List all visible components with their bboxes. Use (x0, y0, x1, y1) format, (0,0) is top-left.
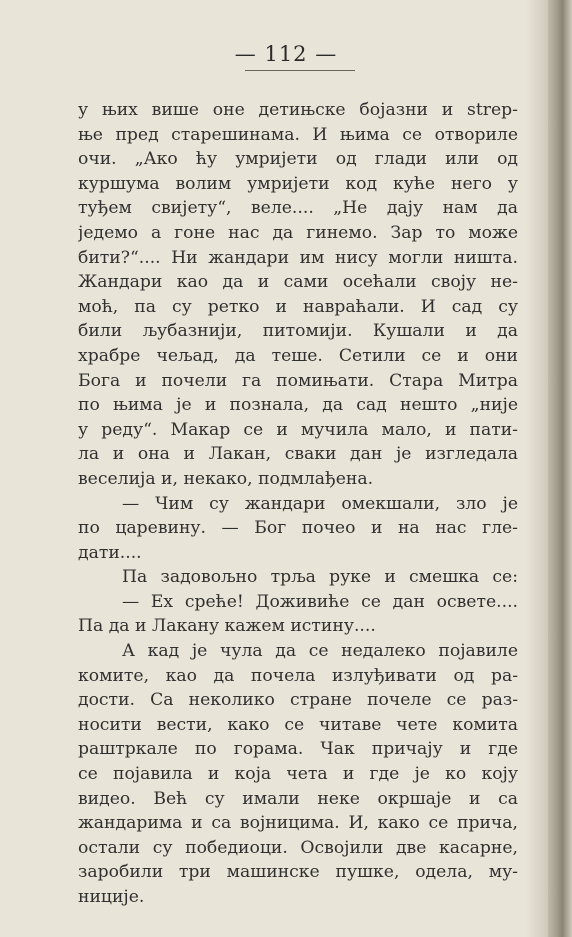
text-line: дости. Са неколико стране почеле се раз- (78, 690, 518, 711)
text-line: веселија и, некако, подмлађена. (78, 468, 374, 489)
text-line: Па задовољно трља руке и смешка се: (122, 567, 518, 588)
text-line: раштркале по горама. Чак причају и где (78, 739, 518, 760)
text-line: туђем свијету“, веле.... „Не дају нам да (78, 198, 518, 219)
text-line: се појавила и која чета и где је ко коју (78, 764, 518, 785)
text-line: ње пред старешинама. И њима се отвориле (78, 124, 518, 145)
text-line: комите, као да почела излуђивати од ра- (78, 665, 518, 686)
text-line: Бога и почели га помињати. Стара Митра (78, 370, 518, 391)
text-line: моћ, па су ретко и навраћали. И сад су (78, 296, 518, 317)
text-line: бити?“.... Ни жандари им нису могли ништа. (78, 247, 518, 268)
text-line: ла и она и Лакан, сваки дан је изгледала (78, 444, 518, 465)
text-line: — Ех среће! Доживиће се дан освете.... (122, 591, 518, 612)
text-line: по њима је и познала, да сад нешто „није (78, 395, 518, 416)
text-line: у реду“. Макар се и мучила мало, и пати- (78, 419, 518, 440)
text-line: дати.... (78, 542, 142, 563)
text-line: једемо а гоне нас да гинемо. Зар то може (78, 222, 518, 243)
text-line: Па да и Лакану кажем истину.... (78, 616, 376, 637)
page-number: — 112 — (234, 42, 338, 66)
text-line: жандарима и са војницима. И, како се прича, (78, 813, 518, 834)
header-rule (245, 70, 355, 71)
text-line: Жандари као да и сами осећали своју не- (78, 272, 518, 293)
gutter-shadow (526, 0, 548, 937)
text-line: ниције. (78, 887, 145, 907)
text-line: били љубазнији, питомији. Кушали и да (78, 321, 518, 342)
text-line: очи. „Ако ћу умријети од глади или од (78, 149, 518, 170)
text-line: А кад је чула да се недалеко појавиле (122, 641, 518, 662)
text-line: носити вести, како се читаве чете комита (78, 714, 518, 735)
text-line: храбре чељад, да теше. Сетили се и они (78, 345, 518, 366)
text-line: по царевину. — Бог почео и на нас гле- (78, 518, 518, 539)
body-text (78, 98, 518, 910)
text-line: остали су победиоци. Освојили две касарне, (78, 837, 518, 858)
text-line: видео. Већ су имали неке окршаје и са (78, 788, 518, 809)
text-line: у њих више оне детињске бојазни и strep- (78, 100, 518, 120)
text-line: — Чим су жандари омекшали, зло је (122, 493, 518, 514)
book-spine (548, 0, 572, 937)
text-line: заробили три машинске пушке, одела, му- (78, 862, 518, 883)
text-line: куршума волим умријети код куће него у (78, 173, 518, 194)
